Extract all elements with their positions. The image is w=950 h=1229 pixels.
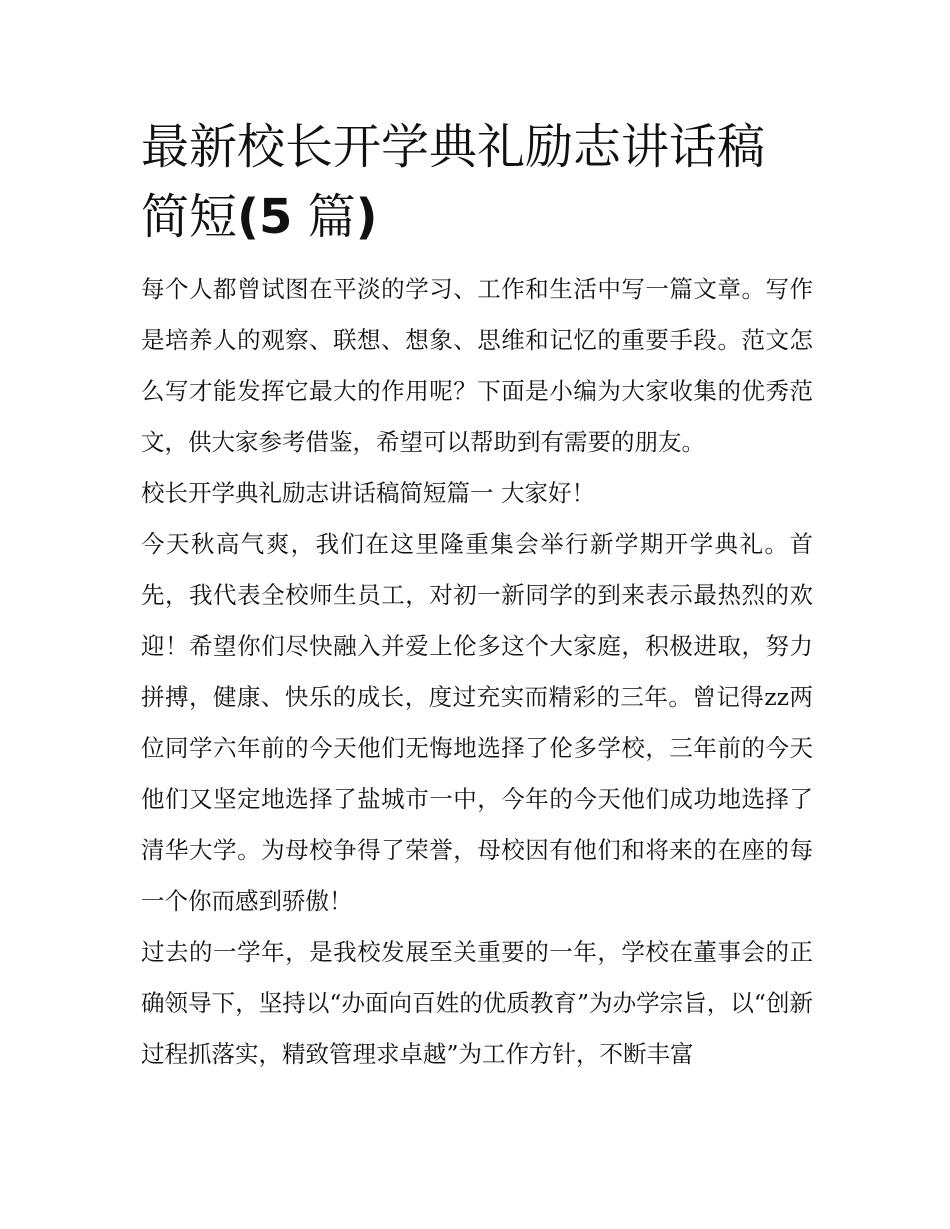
title-line-2-bold: (5 [237, 189, 293, 245]
document-title [141, 112, 813, 252]
body-paragraph-1: 今天秋高气爽，我们在这里隆重集会举行新学期开学典礼。首先，我代表全校师生员工，对初一新同学的到来表示最热烈的欢迎！希望你们尽快融入并爱上伦多这个大家庭，积极进取，努力拼搏，健康、快乐的成长，度过充实而精彩的三年。曾记得zz两位同学六年前的今天他们无悔地选择了伦多学校，三年前的今天他们又坚定地选择了盐城市一中，今年的今天他们成功地选择了清华大学。为母校争得了荣誉，母校因有他们和将来的在座的每一个你而感到骄傲！ [141, 530, 813, 915]
intro-paragraph: 每个人都曾试图在平淡的学习、工作和生活中写一篇文章。写作是培养人的观察、联想、想象、思维和记忆的重要手段。范文怎么写才能发挥它最大的作用呢？下面是小编为大家收集的优秀范文，供大家参考借鉴，希望可以帮助到有需要的朋友。 [141, 275, 813, 456]
title-line-2-prefix: 简短 [141, 189, 238, 245]
title-line-2-mid: 篇 [292, 189, 356, 245]
section-heading-paragraph: 校长开学典礼励志讲话稿简短篇一 大家好！ [141, 479, 595, 507]
title-line-2-suffix: ) [355, 189, 378, 245]
title-line-1: 最新校长开学典礼励志讲话稿 [141, 119, 766, 175]
body-paragraph-2: 过去的一学年，是我校发展至关重要的一年，学校在董事会的正确领导下，坚持以“办面向百姓的优质教育”为办学宗旨，以“创新过程抓落实，精致管理求卓越”为工作方针，不断丰富 [141, 938, 813, 1068]
document-page [141, 112, 813, 1080]
